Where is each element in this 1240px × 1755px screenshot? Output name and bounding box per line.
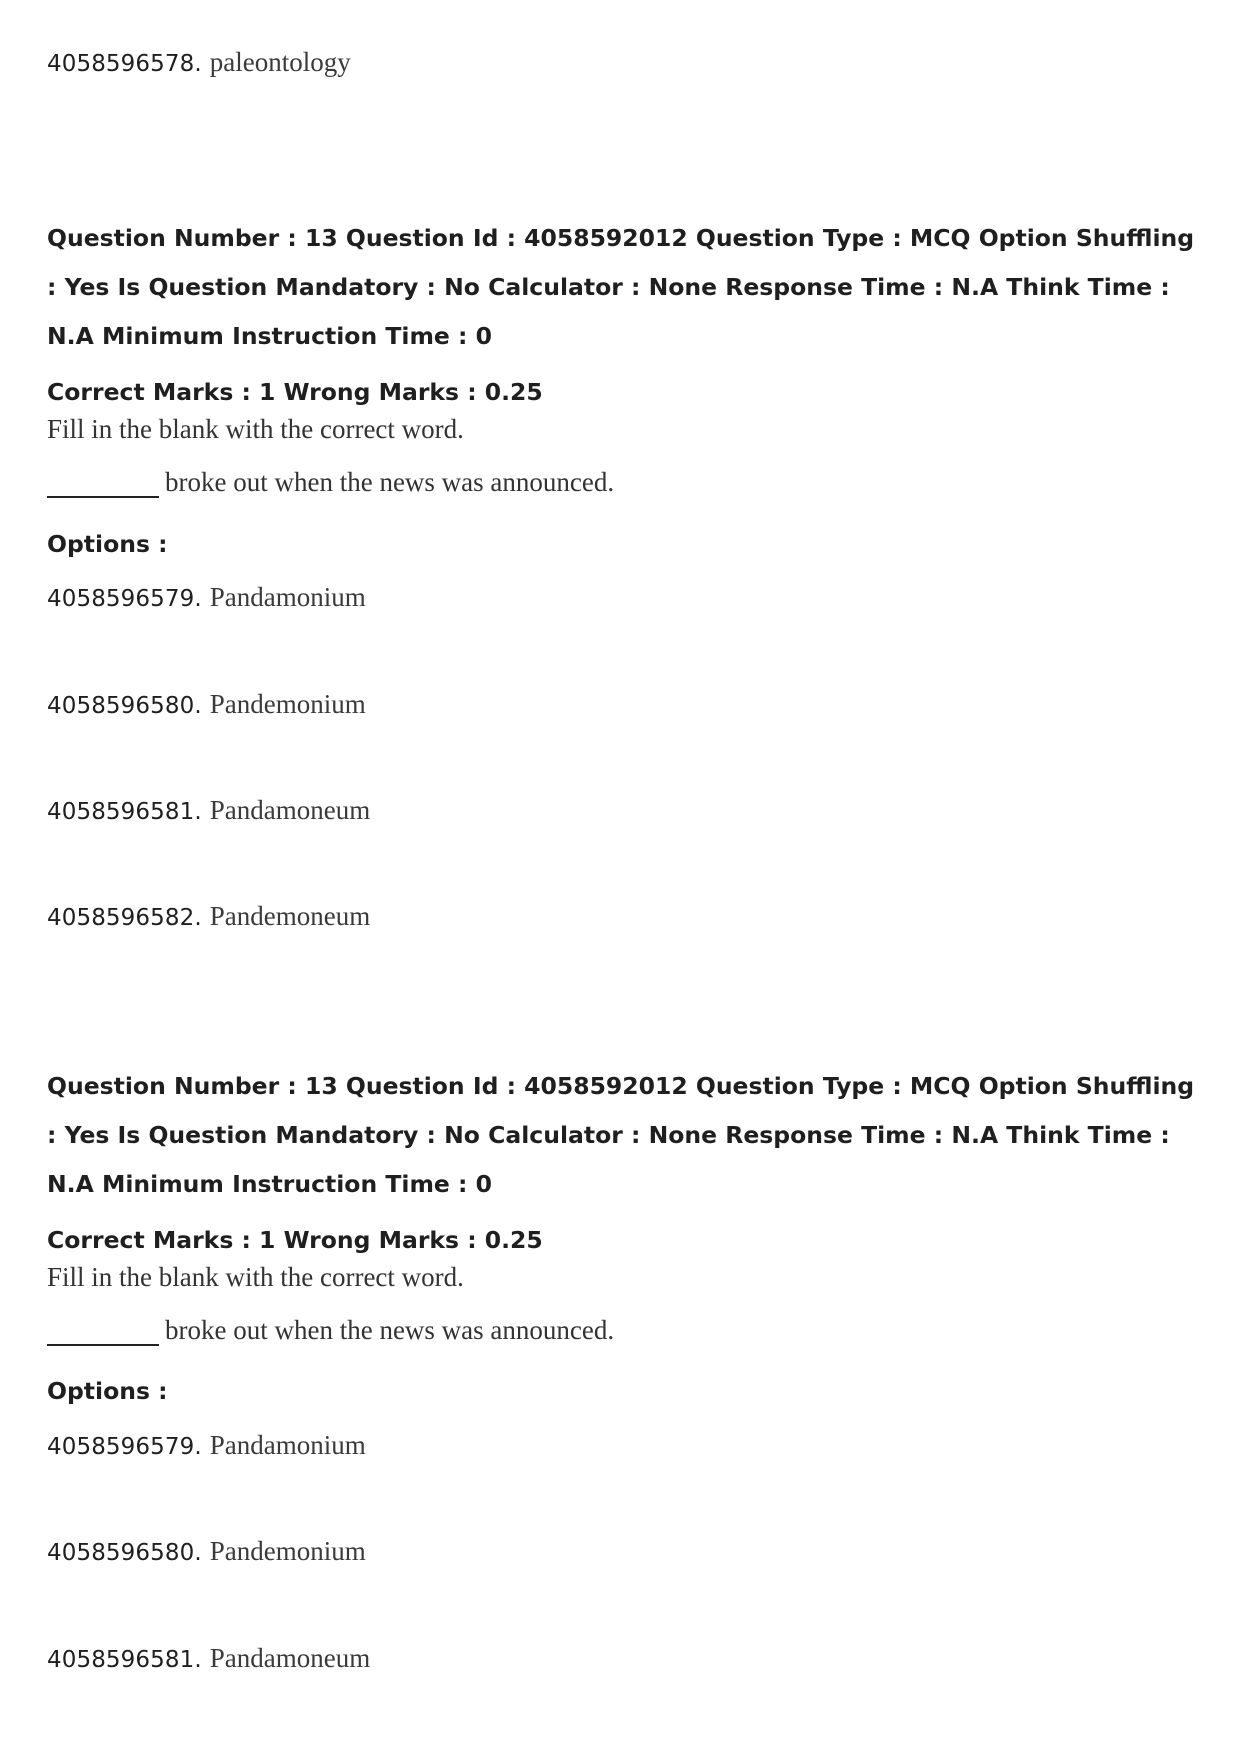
question-sentence-row — [47, 467, 647, 498]
option-row — [47, 898, 370, 938]
option-text: Pandemonium — [209, 1535, 366, 1566]
question-sentence-row — [47, 1315, 647, 1346]
question-body — [47, 1262, 647, 1346]
option-text: Pandamonium — [209, 1429, 366, 1460]
option-row — [47, 1427, 366, 1467]
question-instruction: Fill in the blank with the correct word. — [47, 414, 464, 444]
question-marks: Correct Marks : 1 Wrong Marks : 0.25 — [47, 378, 543, 406]
option-id: 4058596579. — [47, 1434, 202, 1460]
question-sentence: broke out when the news was announced. — [165, 1315, 615, 1345]
option-row — [47, 792, 370, 832]
question-instruction: Fill in the blank with the correct word. — [47, 1262, 464, 1292]
option-id: 4058596580. — [47, 693, 202, 719]
option-text: Pandamoneum — [209, 794, 371, 825]
option-text: Pandemoneum — [209, 900, 371, 931]
question-marks: Correct Marks : 1 Wrong Marks : 0.25 — [47, 1226, 543, 1254]
option-id: 4058596581. — [47, 799, 202, 825]
option-id: 4058596578. — [47, 51, 202, 77]
option-row — [47, 1533, 366, 1573]
option-id: 4058596582. — [47, 905, 202, 931]
question-body — [47, 414, 647, 498]
question-meta: Question Number : 13 Question Id : 4058592012 Question Type : MCQ Option Shuffling : Yes Is Question Mandatory : No Calculator : None Response Time : N.A Think Time : N.A Minimum Instruction Time : 0 — [47, 224, 1195, 350]
options-label: Options : — [47, 530, 168, 558]
option-text: Pandamonium — [209, 581, 366, 612]
option-text: paleontology — [209, 46, 351, 77]
question-sentence: broke out when the news was announced. — [165, 467, 615, 497]
option-id: 4058596581. — [47, 1647, 202, 1673]
option-row — [47, 44, 351, 84]
answer-blank — [47, 1320, 159, 1346]
option-text: Pandemonium — [209, 688, 366, 719]
option-row — [47, 579, 366, 619]
options-label: Options : — [47, 1377, 168, 1405]
option-id: 4058596580. — [47, 1540, 202, 1566]
option-row — [47, 1640, 370, 1680]
question-meta: Question Number : 13 Question Id : 4058592012 Question Type : MCQ Option Shuffling : Yes Is Question Mandatory : No Calculator : None Response Time : N.A Think Time : N.A Minimum Instruction Time : 0 — [47, 1072, 1195, 1198]
option-row — [47, 686, 366, 726]
option-text: Pandamoneum — [209, 1642, 371, 1673]
option-id: 4058596579. — [47, 586, 202, 612]
answer-blank — [47, 472, 159, 498]
